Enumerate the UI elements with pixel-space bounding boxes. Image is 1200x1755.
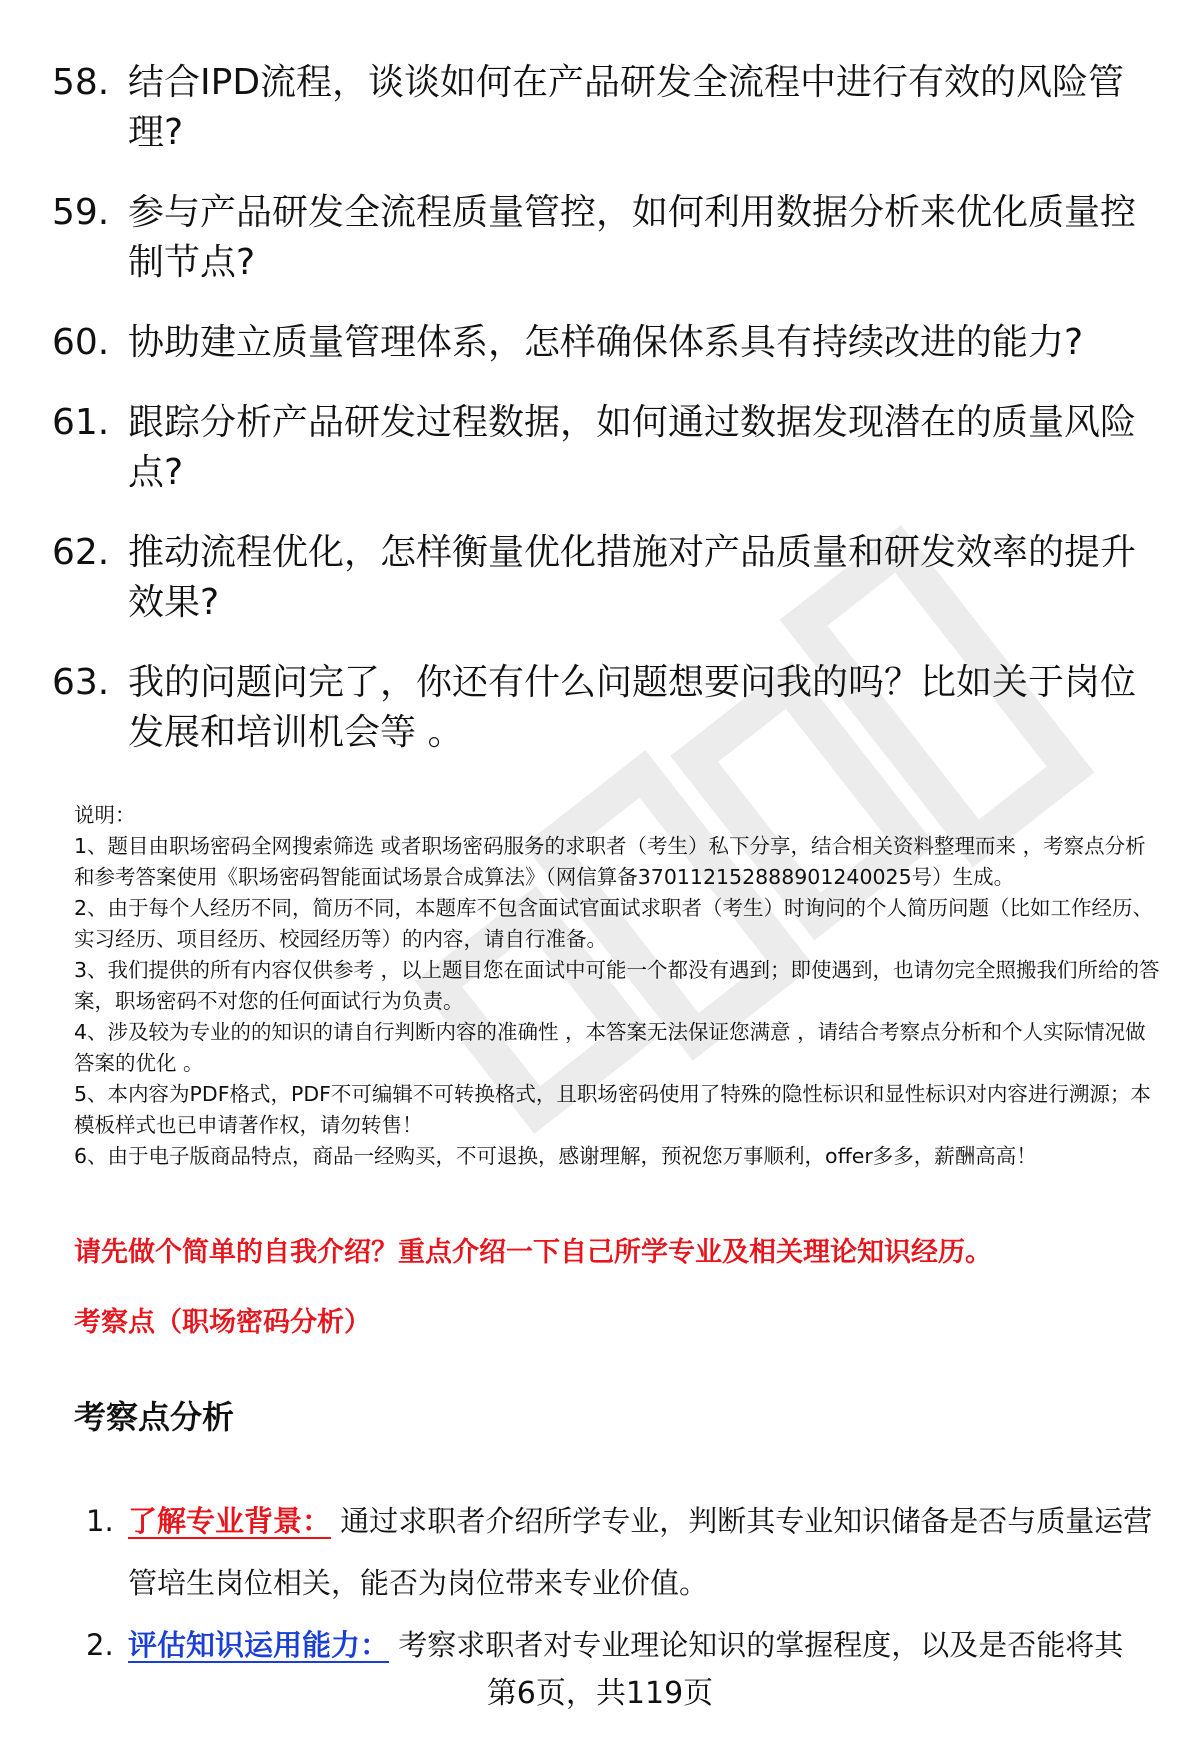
question-text: 跟踪分析产品研发过程数据，如何通过数据发现潜在的质量风险点? (128, 402, 1137, 493)
point-number: 1. (86, 1504, 114, 1538)
analysis-point (86, 1614, 1166, 1676)
question-number: 59. (52, 192, 110, 233)
note-item: 3、我们提供的所有内容仅供参考 ，以上题目您在面试中可能一个都没有遇到；即使遇到，也请勿完全照搬我们所给的答案，职场密码不对您的任何面试行为负责。 (74, 958, 1160, 1013)
analysis-heading: 考察点（职场密码分析） (74, 1307, 371, 1338)
question-item (52, 58, 1152, 158)
point-label: 了解专业背景： (128, 1504, 332, 1538)
point-label: 评估知识运用能力： (128, 1628, 390, 1662)
question-list (52, 58, 1152, 788)
note-item: 5、本内容为PDF格式，PDF不可编辑不可转换格式，且职场密码使用了特殊的隐性标识和显性标识对内容进行溯源；本模板样式也已申请著作权，请勿转售！ (74, 1082, 1151, 1137)
question-text: 我的问题问完了，你还有什么问题想要问我的吗？比如关于岗位发展和培训机会等 。 (128, 662, 1137, 753)
section-title: 考察点分析 (74, 1398, 235, 1436)
question-text: 协助建立质量管理体系，怎样确保体系具有持续改进的能力? (128, 322, 1084, 363)
analysis-points (86, 1490, 1166, 1676)
interview-question: 请先做个简单的自我介绍？重点介绍一下自己所学专业及相关理论知识经历。 (74, 1237, 992, 1268)
notes-title: 说明： (74, 803, 136, 827)
analysis-point (86, 1490, 1166, 1614)
note-item: 2、由于每个人经历不同，简历不同，本题库不包含面试官面试求职者（考生）时询问的个人简历问题（比如工作经历、实习经历、项目经历、校园经历等）的内容，请自行准备。 (74, 896, 1154, 951)
page-footer: 第6页，共119页 (486, 1676, 714, 1711)
question-item (52, 398, 1152, 498)
question-number: 60. (52, 322, 110, 363)
question-item (52, 318, 1152, 368)
question-text: 结合IPD流程，谈谈如何在产品研发全流程中进行有效的风险管理? (128, 62, 1125, 153)
notes-section (74, 800, 1164, 1172)
note-item: 6、由于电子版商品特点，商品一经购买，不可退换，感谢理解，预祝您万事顺利，offer多多，薪酬高高！ (74, 1144, 1037, 1168)
note-item: 4、涉及较为专业的的知识的请自行判断内容的准确性 ，本答案无法保证您满意 ，请结合考察点分析和个人实际情况做答案的优化 。 (74, 1020, 1146, 1075)
question-item (52, 528, 1152, 628)
question-number: 61. (52, 402, 110, 443)
question-number: 62. (52, 532, 110, 573)
note-item: 1、题目由职场密码全网搜索筛选 或者职场密码服务的求职者（考生）私下分享，结合相关资料整理而来 ，考察点分析和参考答案使用《职场密码智能面试场景合成算法》（网信算备370112152888901240025号）生成。 (74, 834, 1146, 889)
question-item (52, 188, 1152, 288)
question-text: 推动流程优化，怎样衡量优化措施对产品质量和研发效率的提升效果? (128, 532, 1137, 623)
question-text: 参与产品研发全流程质量管控，如何利用数据分析来优化质量控制节点? (128, 192, 1137, 283)
question-number: 63. (52, 662, 110, 703)
point-number: 2. (86, 1628, 114, 1662)
question-number: 58. (52, 62, 110, 103)
question-item (52, 658, 1152, 758)
point-text: 考察求职者对专业理论知识的掌握程度，以及是否能将其 (398, 1628, 1124, 1662)
point-text: 通过求职者介绍所学专业，判断其专业知识储备是否与质量运营管培生岗位相关，能否为岗位带来专业价值。 (128, 1504, 1153, 1600)
